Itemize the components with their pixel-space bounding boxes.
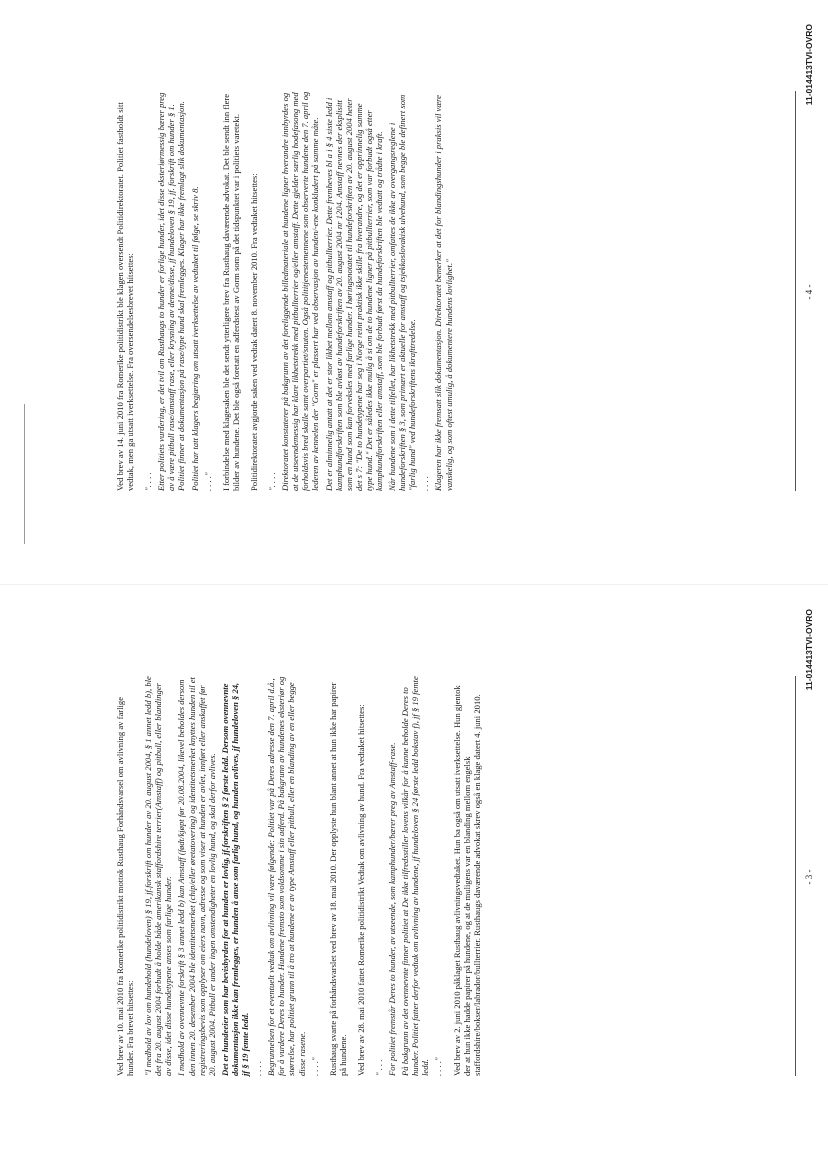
page-3-quote-2 <box>374 676 444 1076</box>
page-3-quote-2-para-2: For politiet fremstår Deres to hunder, av utseende, som kamphunder/bærer preg av Amstaff-rase. <box>387 742 398 1076</box>
page-3-quote-1-para-2: I medhold av ovennevnte forskrift § 3 annet ledd b) kan Amstaff (født/kjøpt før 20.08.2004, likevel beholdes dersom den innen 20. desember 2004 ble identitetsmerket (chip/eller øretatovering) og identitetsmerket knyttes hunden til et registreringsbevis som opplyser om eiers navn, adresse og som viser at hunden er avlet, innført eller anskaffet før 20. august 2004. Pitbull er under ingen omstendigheter en lovlig hund, og skal derfor avlives. <box>176 677 217 1076</box>
page-4-quote-1-para-1: ". . . . <box>143 472 154 491</box>
page-3-quote-1-para-3: Det er hundeeier som har bevisbyrden for at hunden er lovlig, jf.forskriften § 2 første ledd. Dersom ovennevnte dokumentasjon ikke kan fremlegges, er hunden å anse som farlig hund, og hunden avlives, jf hundeloven § 24, jf § 19 femte ledd. <box>219 682 251 1076</box>
page-4-footer-rule <box>795 91 796 491</box>
page-3-quote-1-para-1: "I medhold av lov om hundehold (hundeloven) § 19, jf.forskrift om hunder av 20. august 2004, § 1 annet ledd b), ble det fra 20. august 2004 forbudt å holde både amerikansk staffordshire terrier(Amstaff) og pitbull, eller blandinger av disse, idet disse hundetypene anses som farlige hunder. <box>143 676 174 1076</box>
page-4-intro: Ved brev av 14. juni 2010 fra Romerike politidistrikt ble klagen oversendt Politidirektoratet. Politiet fastholdt sitt vedtak, men ga utsatt iverksettelse. Fra oversendelsesbrevet hitsettes: <box>115 102 136 491</box>
page-4-quote-1 <box>143 91 213 491</box>
page-3-quote-2-para-1: " . . . <box>373 1059 384 1076</box>
page-4-quote-2-para-4: Når hundene som i dette tilfellet, har likhetstrekk med pitbullterrier, omfattes de ikke av overgangsreglene i hundeforskriften § 3, som primært er aktuelle for amstaff og tsjekkoslovakisk ulvehund, som begge ble definert som "farlig hund" ved hundeforskriftens ikrafttredelse. <box>387 94 418 491</box>
page-4-quote-1-para-3: Politiet har tatt klagers begjæring om utsatt iverksettelse av vedtaket til følge, se skriv 8. <box>189 186 200 491</box>
page-3-paragraph-4: Ved brev av 2. juni 2010 påklaget Rusthaug avlivningsvedtaket. Hun ba også om utsatt iverksettelse. Hun gjentok der at hun ikke hadde papirer på hundene, og at de muligens var en blanding mellom engelsk staffordshire/bokser/labrador/bullterrier. Rusthaugs daværende advokat skrev også en klage datert 4. juni 2010. <box>451 685 482 1076</box>
page-4-quote-2-para-2: Direktoratet konstaterer på bakgrunn av det foreliggende billedmateriale at hundene ligner hverandre innbyrdes og at de utseendemessig har klare likhetstrekk med pitbullterrier og/eller amstaff. Dette gjelder særlig hodefasong med forholdsvis bred skalle samt overpartiet/snuten. Også polititjenestemennene som observerte hundene den 7. april og lederen av kennelen der "Gorm" er plassert har ved observasjon av hunden/-ene konkludert på samme måte. <box>280 91 321 491</box>
page-4-quote-2-para-5: . . . . <box>420 475 431 491</box>
page-3-quote-2-para-4: . . . ." <box>433 1057 444 1076</box>
page-4-number: - 4 - <box>804 284 814 300</box>
page-4-quote-1-para-4: . . . ." <box>202 472 213 491</box>
page-3-quote-1-para-4: . . . . <box>253 1060 264 1076</box>
page-4-text-column <box>115 91 462 491</box>
page-3-quote-1-para-6: . . . ." <box>309 1057 320 1076</box>
page-3-footer-rule <box>795 676 796 1076</box>
page-4-quote-2-para-6: Klageren har ikke fremsatt slik dokumentasjon. Direktoratet bemerker at det for blandingshunder i praksis vil være vanskelig, og som oftest umulig, å dokumentere hundens lovlighet." <box>433 95 454 491</box>
page-3-paragraph-2: Rusthaug svarte på forhåndsvarslet ved brev av 18. mai 2010. Der opplyste hun blant annet at hun ikke har papirer på hundene. <box>327 682 348 1076</box>
page-4-quote-1-para-2: Etter politiets vurdering, er det tvil om Rusthaugs to hunder er forlige hunder, idet disse eksteriørmessig bærer preg av å være pitbull rase/amstaff rase, eller krysning av denne/disse, jf hundeloven § 19, jf. forskrift om hunder § 1. Politiet finner at dokumentasjon på rase/type hund skal fremlegges. Klager har ikke fremlagt slik dokumentasjon. <box>156 92 187 491</box>
page-3-quote-1 <box>143 676 320 1076</box>
page-3-quote-2-para-3: På bakgrunn av det ovennevnte finner politiet at De ikke tilfredsstiller lovens vilkår for å kunne beholde Deres to hunder. Politiet fatter derfor vedtak om avlivning av hundene, jf hundeloven § 24 første ledd bokstav f), jf § 19 femte ledd. <box>400 676 431 1076</box>
page-4-paragraph-2: I forbindelse med klagesaken ble det sendt ytterligere brev fra Rusthaug daværende advokat. Det ble sendt inn flere bilder av hundene. Det ble også foretatt en adferdstest av Gorm som på det tidspunktet var i politiets varetekt. <box>220 93 241 491</box>
page-4-quote-2-para-3: Det er alminnelig antatt at det er stor likhet mellom amstaff og pitbullterrier. Dette fremheves bl a i § 4 siste ledd i kamphundforskriften som ble avløst av hundeforskriften av 20. august 2004 nr 1204. Amstaff nevnes der eksplisitt som en hund som kan forveksles med farlige hunder. I høringsnotatet til hundeforskriften av 20. august 2004 heter det s 7: "De to hundetypene har seg i Norge reint praktisk ikke skille fra hverandre, og det er opprinnelig samme type hund." Det er således ikke mulig å si om de to hundene ligner på pitbullterrier, som var forbudt også etter kamphundforskriften eller amstaff, som ble forbudt først da hundeforskriften ble vedtatt og trådte i kraft. <box>323 97 384 491</box>
page-3-paragraph-3: Ved brev av 28. mai 2010 fattet Romerike politidistrikt Vedtak om avlivning av hund. Fra vedtaket hitsettes: <box>355 704 366 1076</box>
page-4 <box>0 0 828 584</box>
page-4-quote-2-para-1: ". . . . <box>267 472 278 491</box>
page-3-intro: Ved brev av 10. mai 2010 fra Romerike politidistrikt mottok Rusthaug Forhåndsvarsel om avlivning av farlige hunder. Fra brevet hitsettes: <box>115 696 136 1076</box>
page-4-quote-2 <box>267 91 454 491</box>
page-4-paragraph-3: Politidirektoratet avgjorde saken ved vedtak datert 8. november 2010. Fra vedtaket hitsettes: <box>248 173 259 491</box>
page-3-case-number: 11-014413TVI-OVRO <box>804 609 814 691</box>
page-3-number: - 3 - <box>804 869 814 885</box>
page-3-text-column <box>115 676 490 1076</box>
page-3 <box>0 585 828 1169</box>
page-4-case-number: 11-014413TVI-OVRO <box>804 24 814 106</box>
page-3-quote-1-para-5: Begrunnelsen for et eventuelt vedtak om avlivning vil være følgende: Politiet var på Deres adresse den 7. april d.å., for å vurdere Deres to hunder. Hundene fremsto som voldsomme i sin adferd. På bakgrunn av hundenes eksteriør og størrelse, har politiet grunn til å tro at hundene er av type Amstaff eller pitbull, eller en blanding av en eller begge disse rasene. <box>266 676 307 1076</box>
page-4-top-line <box>24 404 25 544</box>
